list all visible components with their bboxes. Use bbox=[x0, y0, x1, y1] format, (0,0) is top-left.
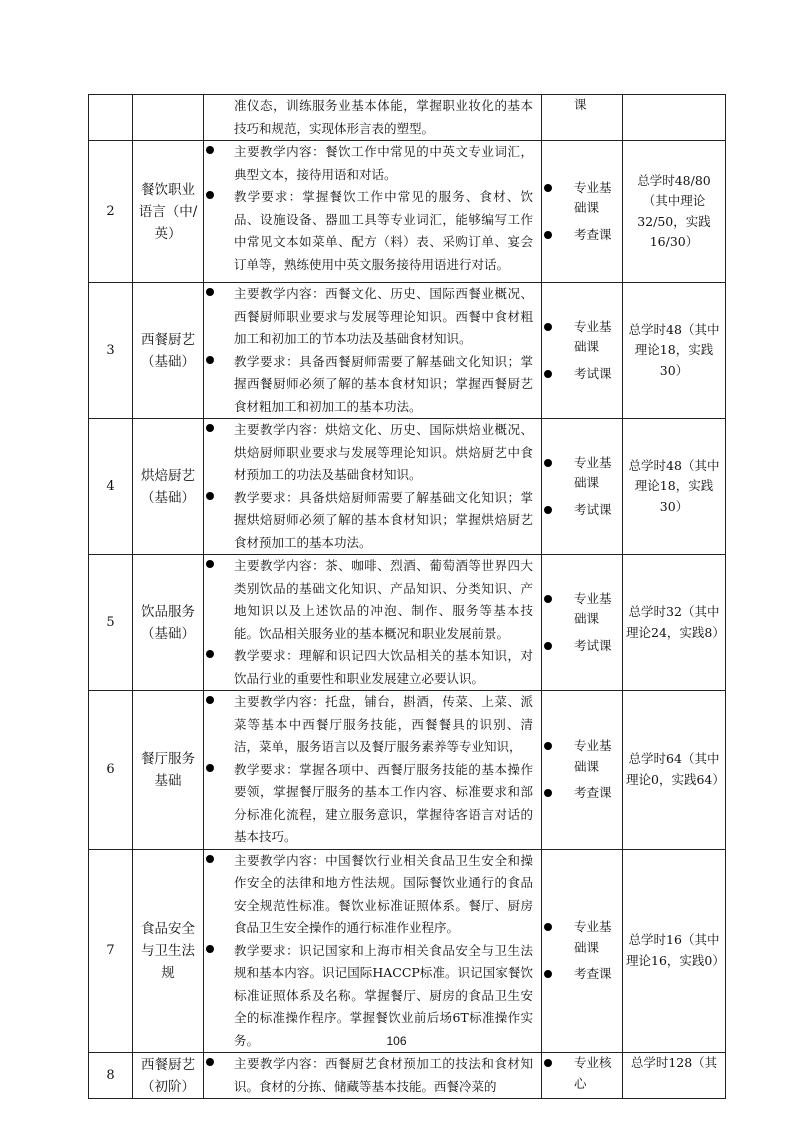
table-row bbox=[89, 555, 726, 691]
course-type-item bbox=[542, 589, 622, 630]
course-type bbox=[542, 283, 623, 419]
bullet-icon bbox=[206, 855, 214, 863]
course-type-item bbox=[542, 636, 622, 657]
course-type-text: 考试课 bbox=[574, 501, 612, 517]
bullet-icon bbox=[206, 191, 214, 199]
content-text: 教学要求：理解和识记四大饮品相关的基本知识，对饮品行业的重要性和职业发展建立必要认识。 bbox=[234, 648, 533, 686]
bullet-icon bbox=[544, 923, 552, 931]
table-row bbox=[89, 419, 726, 555]
bullet-icon bbox=[206, 424, 214, 432]
course-type-item bbox=[542, 500, 622, 521]
bullet-icon bbox=[544, 370, 552, 378]
content-text: 主要教学内容：中国餐饮行业相关食品卫生安全和操作安全的法律和地方性法规。国际餐饮业通行的食品安全规范性标准。餐饮业标准证照体系。餐厅、厨房食品卫生安全操作的通行标准作业程序。 bbox=[234, 852, 533, 935]
course-name: 烘焙厨艺（基础） bbox=[133, 419, 204, 555]
bullet-icon bbox=[544, 970, 552, 978]
content-text: 主要教学内容：西餐厨艺食材预加工的技法和食材知识。食材的分拣、储藏等基本技能。西餐冷菜的 bbox=[234, 1056, 533, 1094]
course-type-text: 专业基础课 bbox=[574, 179, 612, 216]
content-item bbox=[204, 351, 541, 419]
page-number: 106 bbox=[386, 1034, 407, 1048]
course-hours: 总学时16（其中理论16，实践0） bbox=[623, 849, 726, 1053]
course-type-text: 考试课 bbox=[574, 365, 612, 381]
course-name: 餐厅服务基础 bbox=[133, 691, 204, 850]
course-type-item bbox=[542, 917, 622, 958]
course-hours: 总学时64（其中理论0，实践64） bbox=[623, 691, 726, 850]
bullet-icon bbox=[544, 323, 552, 331]
course-hours bbox=[623, 95, 726, 141]
course-hours: 总学时128（其 bbox=[623, 1053, 726, 1099]
content-text: 主要教学内容：餐饮工作中常见的中英文专业词汇，典型文本，接待用语和对话。 bbox=[234, 144, 533, 182]
course-type bbox=[542, 849, 623, 1053]
course-content bbox=[204, 1053, 542, 1099]
curriculum-table bbox=[88, 94, 726, 1099]
content-text: 教学要求：识记国家和上海市相关食品安全与卫生法规和基本内容。识记国际HACCP标准。识记国家餐饮标准证照体系及名称。掌握餐厅、厨房的食品卫生安全的标准操作程序。掌握餐饮业前后场6T标准操作实务。 bbox=[234, 942, 533, 1048]
course-type-item bbox=[542, 1053, 622, 1094]
content-text: 教学要求：具备西餐厨师需要了解基础文化知识；掌握西餐厨师必须了解的基本食材知识；掌握西餐厨艺食材粗加工和初加工的基本功法。 bbox=[234, 353, 533, 414]
bullet-icon bbox=[544, 595, 552, 603]
content-item bbox=[204, 1053, 541, 1098]
content-item bbox=[204, 419, 541, 487]
bullet-icon bbox=[206, 650, 214, 658]
course-number: 2 bbox=[89, 141, 133, 283]
course-type-text: 课 bbox=[574, 97, 587, 112]
content-item bbox=[204, 141, 541, 186]
course-type-text: 专业基础课 bbox=[574, 590, 612, 627]
course-hours: 总学时48（其中理论18，实践30） bbox=[623, 283, 726, 419]
content-item bbox=[204, 850, 541, 940]
course-content bbox=[204, 283, 542, 419]
table-row bbox=[89, 849, 726, 1053]
content-item bbox=[204, 555, 541, 645]
content-text: 主要教学内容：托盘，铺台，斟酒，传菜、上菜、派菜等基本中西餐厅服务技能，西餐餐具的识别、清洁，菜单，服务语言以及餐厅服务素养等专业知识， bbox=[234, 694, 533, 754]
course-type-item bbox=[542, 364, 622, 385]
course-number: 3 bbox=[89, 283, 133, 419]
course-type-text: 考查课 bbox=[574, 226, 612, 242]
course-type-text: 考试课 bbox=[574, 637, 612, 653]
course-name: 饮品服务（基础） bbox=[133, 555, 204, 691]
course-type bbox=[542, 1053, 623, 1099]
course-content bbox=[204, 419, 542, 555]
table-row bbox=[89, 141, 726, 283]
course-number: 4 bbox=[89, 419, 133, 555]
course-type-item bbox=[542, 225, 622, 246]
course-number: 5 bbox=[89, 555, 133, 691]
course-type-item bbox=[542, 317, 622, 358]
table-row bbox=[89, 691, 726, 850]
content-text: 教学要求：掌握餐饮工作中常见的服务、食材、饮品、设施设备、器皿工具等专业词汇，能够编写工作中常见文本如菜单、配方（料）表、采购订单、宴会订单等，熟练使用中英文服务接待用语进行对话。 bbox=[234, 189, 533, 272]
course-type-item bbox=[542, 736, 622, 777]
content-text: 教学要求：具备烘焙厨师需要了解基础文化知识；掌握烘焙厨师必须了解的基本食材知识；掌握烘焙厨艺食材预加工的基本功法。 bbox=[234, 489, 533, 550]
table-row bbox=[89, 95, 726, 141]
content-item bbox=[204, 186, 541, 276]
course-type bbox=[542, 419, 623, 555]
course-type bbox=[542, 141, 623, 283]
course-hours: 总学时48/80（其中理论32/50，实践16/30） bbox=[623, 141, 726, 283]
content-item bbox=[204, 645, 541, 690]
course-type-text: 考查课 bbox=[574, 966, 612, 981]
content-text: 准仪态，训练服务业基本体能，掌握职业妆化的基本技巧和规范，实现体形言表的塑型。 bbox=[234, 98, 533, 136]
bullet-icon bbox=[544, 231, 552, 239]
course-type-text: 专业基础课 bbox=[574, 919, 612, 955]
course-type-item bbox=[542, 783, 622, 804]
course-type bbox=[542, 691, 623, 850]
course-hours: 总学时32（其中理论24，实践8） bbox=[623, 555, 726, 691]
course-number: 8 bbox=[89, 1053, 133, 1099]
course-type-item bbox=[542, 964, 622, 985]
course-content bbox=[204, 141, 542, 283]
bullet-icon bbox=[206, 146, 214, 154]
course-type bbox=[542, 555, 623, 691]
course-type-text: 专业基础课 bbox=[574, 738, 612, 774]
course-type-text: 专业基础课 bbox=[574, 318, 612, 355]
course-type-item bbox=[542, 95, 622, 116]
table-row bbox=[89, 1053, 726, 1099]
bullet-icon bbox=[544, 459, 552, 467]
bullet-icon bbox=[544, 742, 552, 750]
content-text: 主要教学内容：茶、咖啡、烈酒、葡萄酒等世界四大类别饮品的基础文化知识、产品知识、分类知识、产地知识以及上述饮品的冲泡、制作、服务等基本技能。饮品相关服务业的基本概况和职业发展前景。 bbox=[234, 558, 533, 641]
course-type-item bbox=[542, 453, 622, 494]
bullet-icon bbox=[544, 789, 552, 797]
content-item bbox=[204, 487, 541, 555]
course-name: 西餐厨艺（初阶） bbox=[133, 1053, 204, 1099]
bullet-icon bbox=[206, 945, 214, 953]
course-type-text: 专业核心 bbox=[574, 1055, 612, 1091]
content-paragraph bbox=[204, 95, 541, 140]
course-content bbox=[204, 849, 542, 1053]
bullet-icon bbox=[206, 696, 214, 704]
bullet-icon bbox=[544, 1059, 552, 1067]
course-number: 7 bbox=[89, 849, 133, 1053]
course-type-text: 考查课 bbox=[574, 785, 612, 800]
table-row bbox=[89, 283, 726, 419]
bullet-icon bbox=[206, 492, 214, 500]
content-text: 教学要求：掌握各项中、西餐厅服务技能的基本操作要领，掌握餐厅服务的基本工作内容、标准要求和部分标准化流程，建立服务意识，掌握待客语言对话的基本技巧。 bbox=[234, 761, 533, 844]
course-content bbox=[204, 555, 542, 691]
bullet-icon bbox=[544, 642, 552, 650]
course-type-item bbox=[542, 178, 622, 219]
course-name bbox=[133, 95, 204, 141]
content-text: 主要教学内容：西餐文化、历史、国际西餐业概况、西餐厨师职业要求与发展等理论知识。西餐中食材粗加工和初加工的节本功法及基础食材知识。 bbox=[234, 286, 533, 346]
course-number bbox=[89, 95, 133, 141]
course-number: 6 bbox=[89, 691, 133, 850]
bullet-icon bbox=[544, 184, 552, 192]
course-content bbox=[204, 691, 542, 850]
course-name: 餐饮职业语言（中/英） bbox=[133, 141, 204, 283]
bullet-icon bbox=[206, 356, 214, 364]
course-type bbox=[542, 95, 623, 141]
course-content bbox=[204, 95, 542, 141]
bullet-icon bbox=[206, 560, 214, 568]
course-name: 西餐厨艺（基础） bbox=[133, 283, 204, 419]
bullet-icon bbox=[544, 506, 552, 514]
bullet-icon bbox=[206, 764, 214, 772]
content-item bbox=[204, 759, 541, 849]
course-hours: 总学时48（其中理论18，实践30） bbox=[623, 419, 726, 555]
course-type-text: 专业基础课 bbox=[574, 454, 612, 491]
course-name: 食品安全与卫生法规 bbox=[133, 849, 204, 1053]
bullet-icon bbox=[206, 288, 214, 296]
content-item bbox=[204, 691, 541, 759]
content-item bbox=[204, 283, 541, 351]
bullet-icon bbox=[206, 1058, 214, 1066]
content-text: 主要教学内容：烘焙文化、历史、国际烘焙业概况、烘焙厨师职业要求与发展等理论知识。烘焙厨艺中食材预加工的功法及基础食材知识。 bbox=[234, 422, 533, 482]
